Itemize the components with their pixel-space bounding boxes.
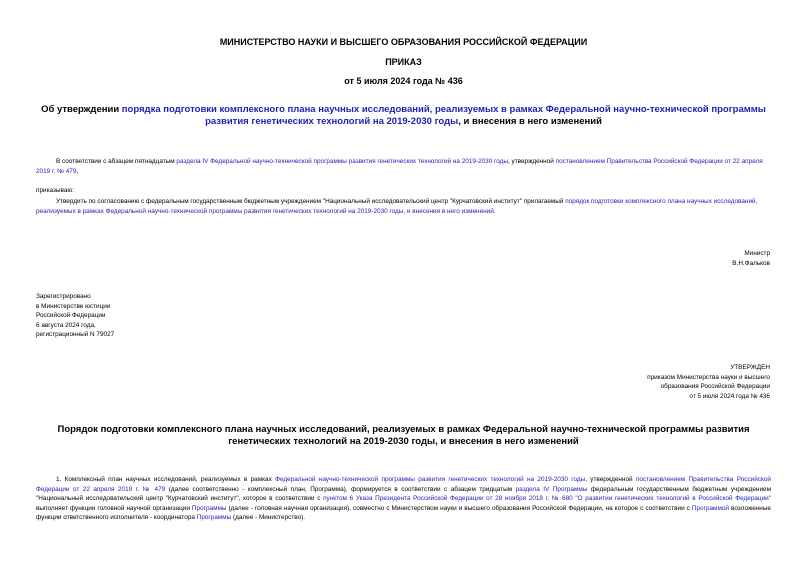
approval-line: УТВЕРЖДЕН	[730, 364, 770, 371]
text: , утвержденной	[585, 476, 636, 483]
registration-line: регистрационный N 79027	[36, 331, 115, 338]
registration-line: в Министерстве юстиции	[36, 302, 111, 310]
signer-position: Министр	[744, 250, 770, 257]
text: (далее - головная научная организация), совместно с Министерством науки и высшего образования Российской Федерации, на которое с соответствии с	[226, 504, 692, 512]
procedure-title: Порядок подготовки комплексного плана научных исследований, реализуемых в рамках Федеральной научно-технической программы развития генетических технологий на 2019-2030 годы, и внесения в него изменений	[57, 424, 750, 447]
document-type: ПРИКАЗ	[385, 57, 422, 67]
title-suffix: , и внесения в него изменений	[458, 116, 602, 127]
paragraph-preamble	[36, 157, 771, 176]
registration-line: Зарегистрировано	[36, 293, 91, 300]
text: (далее - Министерство).	[231, 514, 306, 521]
registration-block	[36, 292, 114, 340]
order-word: приказываю:	[36, 187, 74, 194]
document-title	[36, 104, 771, 128]
text: .	[493, 207, 496, 215]
approval-block	[647, 363, 770, 401]
program-section-link[interactable]: раздела IV Федеральной научно-технической программы развития генетических технологий на 2019-2030 годы	[176, 158, 508, 165]
document-date-number: от 5 июля 2024 года № 436	[344, 76, 463, 86]
program-link[interactable]: Программы	[191, 504, 227, 512]
signature-block	[732, 249, 770, 268]
text: , утвержденной	[507, 158, 556, 165]
government-decree-link[interactable]: постановлением Правительства Российской Федерации от 22 апреля 2019 г. № 479	[36, 158, 763, 175]
text: Утвердить по согласованию с федеральным государственным бюджетным учреждением "Национальный исследовательский центр "Курчатовский институт" прилагаемый	[56, 198, 566, 205]
text: выполняет функции головной научной организации	[36, 504, 192, 512]
program-link[interactable]: Программой	[691, 504, 729, 512]
approval-line: образования Российской Федерации	[660, 383, 770, 390]
text: ,	[76, 167, 79, 175]
paragraph-order	[36, 197, 771, 216]
program-link[interactable]: Программы	[196, 514, 232, 521]
approval-line: от 5 июля 2024 года № 436	[689, 392, 770, 400]
program-link[interactable]: Федеральной научно-технической программы развития генетических технологий на 2019-2030 годы	[275, 476, 586, 483]
registration-line: 6 августа 2024 года,	[36, 321, 96, 329]
program-section-link[interactable]: раздела IV Программы	[515, 485, 588, 493]
registration-line: Российской Федерации	[36, 312, 106, 319]
presidential-decree-link[interactable]: пунктом 6 Указа Президента Российской Федерации от 28 ноября 2018 г. № 680 "О развитии генетических технологий в Российской Федерации"	[323, 495, 771, 502]
approval-line: приказом Министерства науки и высшего	[647, 373, 770, 381]
text: возложенные функции ответственного исполнителя - координатора	[36, 504, 771, 521]
procedure-link[interactable]: порядок подготовки комплексного плана научных исследований, реализуемых в рамках Федеральной научно-технической программы развития генетических технологий на 2019-2030 годы, и внесения в него изменений	[36, 198, 758, 215]
ministry-heading: МИНИСТЕРСТВО НАУКИ И ВЫСШЕГО ОБРАЗОВАНИЯ РОССИЙСКОЙ ФЕДЕРАЦИИ	[219, 37, 588, 47]
title-prefix: Об утверждении	[41, 104, 122, 115]
title-link[interactable]: порядка подготовки комплексного плана научных исследований, реализуемых в рамках Федеральной научно-технической программы развития генетических технологий на 2019-2030 годы	[121, 104, 766, 127]
paragraph-1	[36, 475, 771, 523]
text: 1. Комплексный план научных исследований, реализуемых в рамках	[56, 476, 276, 483]
signer-name: В.Н.Фальков	[732, 259, 770, 267]
text: (далее соответственно - комплексный план, Программа), формируется в соответствии с абзацем тридцатым	[165, 485, 516, 493]
text: В соответствии с абзацем пятнадцатым	[56, 158, 177, 165]
government-decree-link[interactable]: постановлением Правительства Российской Федерации от 22 апреля 2019 г. № 479	[36, 476, 771, 493]
text: федеральным государственным бюджетным учреждением "Национальный исследовательский центр "Курчатовский институт", которое в соответствии с	[36, 485, 771, 502]
